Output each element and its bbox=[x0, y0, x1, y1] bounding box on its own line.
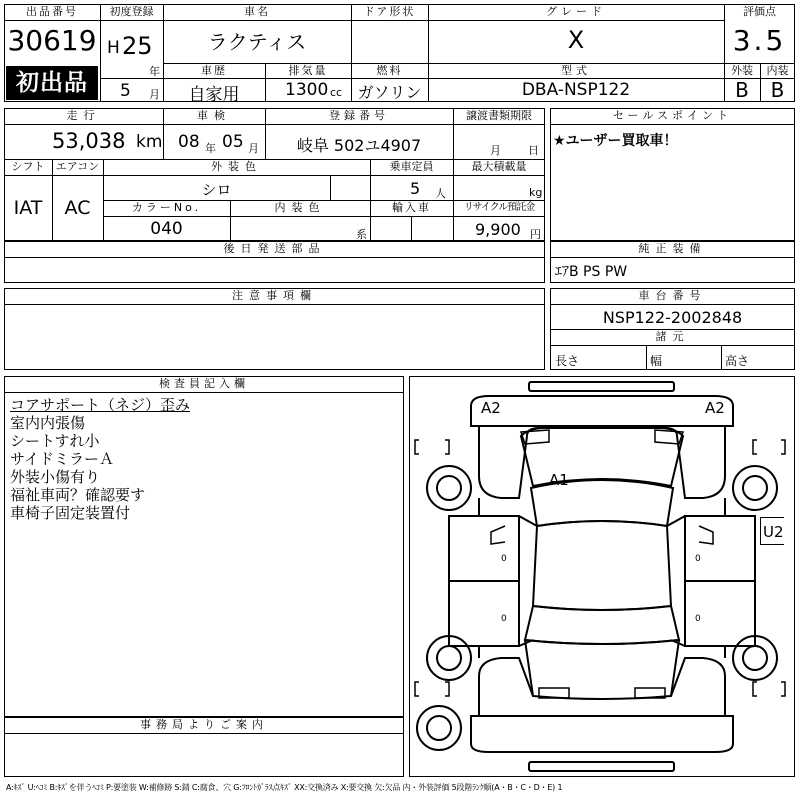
color-no-value: 040 bbox=[150, 219, 183, 239]
exterior-grade: B bbox=[735, 78, 749, 102]
inspector-note: 車椅子固定装置付 bbox=[10, 504, 131, 522]
front-bumper bbox=[471, 396, 733, 426]
displacement-unit: cc bbox=[330, 86, 343, 99]
equipment-value: ｴｱB PS PW bbox=[555, 264, 628, 280]
interior-grade: B bbox=[770, 78, 785, 102]
first-reg-year: 25 bbox=[122, 32, 153, 60]
first-listing-badge: 初出品 bbox=[6, 66, 98, 100]
load-label: 最大積載量 bbox=[471, 160, 527, 173]
inspector-note: サイドミラーＡ bbox=[10, 450, 114, 468]
capacity-value: 5 bbox=[410, 179, 421, 198]
reg-no-label: 登録番号 bbox=[329, 109, 389, 122]
svg-text:0: 0 bbox=[695, 614, 701, 624]
recycle-unit: 円 bbox=[530, 228, 541, 241]
door-label: ドア形状 bbox=[363, 5, 416, 18]
fuel-label: 燃料 bbox=[376, 64, 403, 77]
svg-text:0: 0 bbox=[501, 554, 507, 564]
grade-label: グレード bbox=[546, 5, 606, 18]
later-parts-label: 後日発送部品 bbox=[223, 242, 326, 255]
color-label: 外装色 bbox=[211, 160, 262, 173]
ac-label: エアコン bbox=[55, 160, 100, 173]
inspector-note: 室内内張傷 bbox=[10, 414, 86, 432]
inspection-year: 08 bbox=[178, 132, 200, 152]
roof bbox=[533, 521, 671, 610]
model-value: DBA-NSP122 bbox=[521, 80, 631, 100]
shift-label: シフト bbox=[11, 160, 45, 173]
mark-a2-right: A2 bbox=[705, 399, 725, 417]
hood bbox=[521, 428, 683, 486]
rear-hatch bbox=[525, 640, 679, 699]
legend-text: A:ｷｽﾞ U:ﾍｺﾐ B:ｷｽﾞを伴うﾍｺﾐ P:要塗装 W:補修跡 S:錆 C:腐食、穴 G:ﾌﾛﾝﾄｶﾞﾗｽ点ｷｽﾞ XX:交換済み X:要交換 欠:欠品 内・外装評価 5段階ﾗﾝｸ順(A・B・C・D・E) 1 bbox=[6, 783, 563, 792]
history-label: 車歴 bbox=[201, 64, 227, 77]
displacement-label: 排気量 bbox=[288, 64, 328, 77]
mileage-label: 走行 bbox=[66, 109, 101, 122]
first-reg-month-unit: 月 bbox=[149, 88, 160, 101]
listing-no: 30619 bbox=[7, 24, 97, 57]
inspector-note: コアサポート（ネジ）歪み bbox=[10, 396, 191, 414]
spare-wheel bbox=[417, 706, 461, 750]
exterior-grade-label: 外装 bbox=[731, 64, 753, 77]
height-label: 高さ bbox=[725, 354, 750, 368]
rear-bumper bbox=[471, 716, 733, 752]
sales-point-text: ★ユーザー買取車！ bbox=[553, 133, 678, 149]
ac-value: AC bbox=[64, 197, 91, 219]
inspector-label: 検査員記入欄 bbox=[159, 377, 249, 390]
rear-window bbox=[525, 606, 679, 644]
width-label: 幅 bbox=[650, 354, 663, 368]
shift-value: IAT bbox=[13, 197, 43, 219]
score-label: 評価点 bbox=[743, 5, 776, 18]
svg-text:0: 0 bbox=[501, 614, 507, 624]
equipment-label: 純正装備 bbox=[638, 242, 707, 255]
history-value: 自家用 bbox=[188, 85, 240, 105]
first-reg-year-unit: 年 bbox=[149, 65, 160, 78]
inspector-note: 福祉車両？確認要す bbox=[10, 486, 146, 504]
chassis-label: 車台番号 bbox=[638, 289, 707, 302]
inspector-note: シートすれ小 bbox=[10, 432, 100, 450]
wheel-front-left bbox=[427, 466, 471, 510]
import-label: 輸入車 bbox=[392, 201, 431, 214]
mark-u2: U2 bbox=[760, 517, 784, 545]
sales-point-label: セールスポイント bbox=[612, 109, 732, 122]
rear-fenders bbox=[479, 658, 725, 716]
front-bumper-top bbox=[529, 382, 674, 391]
interior-grade-label: 内装 bbox=[766, 64, 789, 77]
inspection-month-unit: 月 bbox=[248, 142, 259, 155]
mark-a1: A1 bbox=[549, 471, 569, 489]
front-fenders bbox=[479, 426, 725, 498]
displacement-value: 1300 bbox=[285, 80, 329, 100]
inspection-month: 05 bbox=[222, 132, 244, 152]
first-reg-label: 初度登録 bbox=[109, 5, 154, 18]
recycle-value: 9,900 bbox=[475, 220, 521, 239]
transfer-month-unit: 月 bbox=[490, 144, 501, 157]
recycle-label: リサイクル預託金 bbox=[463, 202, 535, 213]
fuel-value: ガソリン bbox=[357, 83, 422, 102]
sales-point-frame bbox=[550, 108, 795, 241]
color-value: シロ bbox=[201, 181, 232, 199]
transfer-day-unit: 日 bbox=[528, 144, 539, 157]
listing-no-label: 出品番号 bbox=[26, 5, 78, 18]
interior-color-unit: 系 bbox=[356, 228, 367, 241]
length-label: 長さ bbox=[555, 354, 580, 368]
specs-label: 諸元 bbox=[655, 330, 690, 343]
first-reg-era: H bbox=[107, 38, 120, 58]
score-value: 3.5 bbox=[732, 24, 787, 57]
inspector-note: 外装小傷有り bbox=[10, 468, 101, 486]
svg-text:0: 0 bbox=[695, 554, 701, 564]
rear-bumper-bottom bbox=[529, 762, 674, 771]
grade-value: X bbox=[567, 26, 585, 54]
color-no-label: カラーNo. bbox=[131, 201, 202, 214]
car-name: ラクティス bbox=[207, 30, 307, 54]
wheel-front-right bbox=[733, 466, 777, 510]
inspection-label: 車検 bbox=[197, 109, 231, 122]
capacity-unit: 人 bbox=[435, 187, 446, 200]
car-name-label: 車名 bbox=[244, 5, 270, 18]
transfer-label: 譲渡書類期限 bbox=[466, 109, 532, 122]
car-damage-diagram bbox=[409, 376, 795, 777]
caution-label: 注意事項欄 bbox=[232, 289, 317, 302]
mileage-unit: km bbox=[136, 132, 163, 152]
capacity-label: 乗車定員 bbox=[389, 160, 434, 173]
model-label: 型式 bbox=[561, 64, 591, 77]
office-label: 事務局よりご案内 bbox=[140, 718, 268, 731]
inspection-year-unit: 年 bbox=[205, 142, 216, 155]
chassis-value: NSP122-2002848 bbox=[602, 308, 743, 327]
load-unit: kg bbox=[529, 186, 543, 199]
first-reg-month: 5 bbox=[120, 81, 131, 101]
reg-no-value: 岐阜 502ユ4907 bbox=[296, 136, 422, 155]
mark-a2-left: A2 bbox=[481, 399, 501, 417]
interior-color-label: 内装色 bbox=[274, 201, 326, 214]
mileage-value: 53,038 bbox=[52, 129, 126, 153]
